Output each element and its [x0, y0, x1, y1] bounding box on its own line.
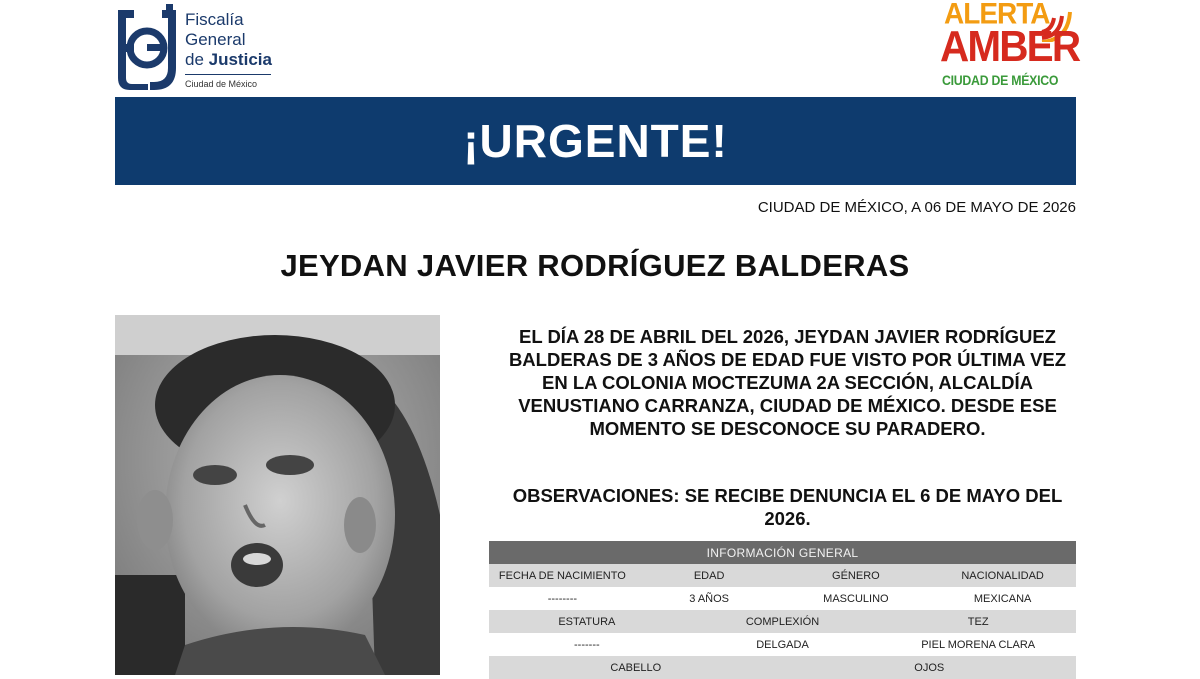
fgj-emblem-icon	[114, 4, 180, 90]
label-hair: CABELLO	[610, 661, 662, 674]
label-birthdate: FECHA DE NACIMIENTO	[498, 569, 626, 582]
fgj-line3-bold: Justicia	[208, 50, 272, 69]
case-description: EL DÍA 28 DE ABRIL DEL 2026, JEYDAN JAVIER RODRÍGUEZ BALDERAS DE 3 AÑOS DE EDAD FUE VISTO POR ÚLTIMA VEZ EN LA COLONIA MOCTEZUMA 2A SECCIÓN, ALCALDÍA VENUSTIANO CARRANZA, CIUDAD DE MÉXICO. DESDE ESE MOMENTO SE DESCONOCE SU PARADERO.	[508, 326, 1067, 439]
urgent-banner-text: ¡URGENTE!	[463, 115, 728, 167]
child-portrait-image	[115, 315, 440, 675]
label-complexion: TEZ	[967, 615, 989, 628]
general-info-table	[489, 541, 1076, 679]
table-value-row	[489, 633, 1076, 656]
label-build: COMPLEXIÓN	[745, 615, 820, 628]
value-height: -------	[574, 638, 600, 651]
label-nationality: NACIONALIDAD	[961, 569, 1044, 582]
info-table-title-row	[489, 541, 1076, 564]
fgj-logo-text	[185, 10, 272, 70]
table-label-row	[489, 610, 1076, 633]
value-nationality: MEXICANA	[973, 592, 1032, 605]
value-gender: MASCULINO	[823, 592, 889, 605]
value-build: DELGADA	[756, 638, 809, 651]
missing-person-photo	[115, 315, 440, 675]
amber-logo-line3: CIUDAD DE MÉXICO	[942, 72, 1059, 88]
date-line: CIUDAD DE MÉXICO, A 06 DE MAYO DE 2026	[757, 199, 1076, 216]
fgj-logo-subline: Ciudad de México	[185, 79, 258, 89]
fgj-line3-prefix: de	[185, 50, 209, 69]
value-complexion: PIEL MORENA CLARA	[921, 638, 1036, 651]
table-value-row	[489, 587, 1076, 610]
fgj-logo-rule	[185, 74, 271, 75]
label-gender: GÉNERO	[832, 569, 880, 582]
label-eyes: OJOS	[914, 661, 945, 674]
person-name: JEYDAN JAVIER RODRÍGUEZ BALDERAS	[280, 248, 910, 283]
amber-logo-line1: ALERTA	[944, 0, 1050, 30]
urgent-banner	[115, 97, 1076, 185]
fgj-line1: Fiscalía	[185, 10, 244, 29]
case-observations: OBSERVACIONES: SE RECIBE DENUNCIA EL 6 DE MAYO DEL 2026.	[512, 485, 1063, 529]
table-label-row	[489, 656, 1076, 679]
table-label-row	[489, 564, 1076, 587]
fgj-line2: General	[185, 30, 246, 49]
value-birthdate: --------	[547, 592, 578, 605]
amber-logo-line2: AMBER	[940, 22, 1080, 71]
info-table-title: INFORMACIÓN GENERAL	[706, 545, 859, 560]
amber-alert-logo	[936, 0, 1078, 92]
value-age: 3 AÑOS	[689, 592, 729, 605]
fgj-line3	[185, 50, 272, 70]
fgj-logo	[114, 4, 284, 92]
label-age: EDAD	[693, 569, 725, 582]
label-height: ESTATURA	[558, 615, 616, 628]
